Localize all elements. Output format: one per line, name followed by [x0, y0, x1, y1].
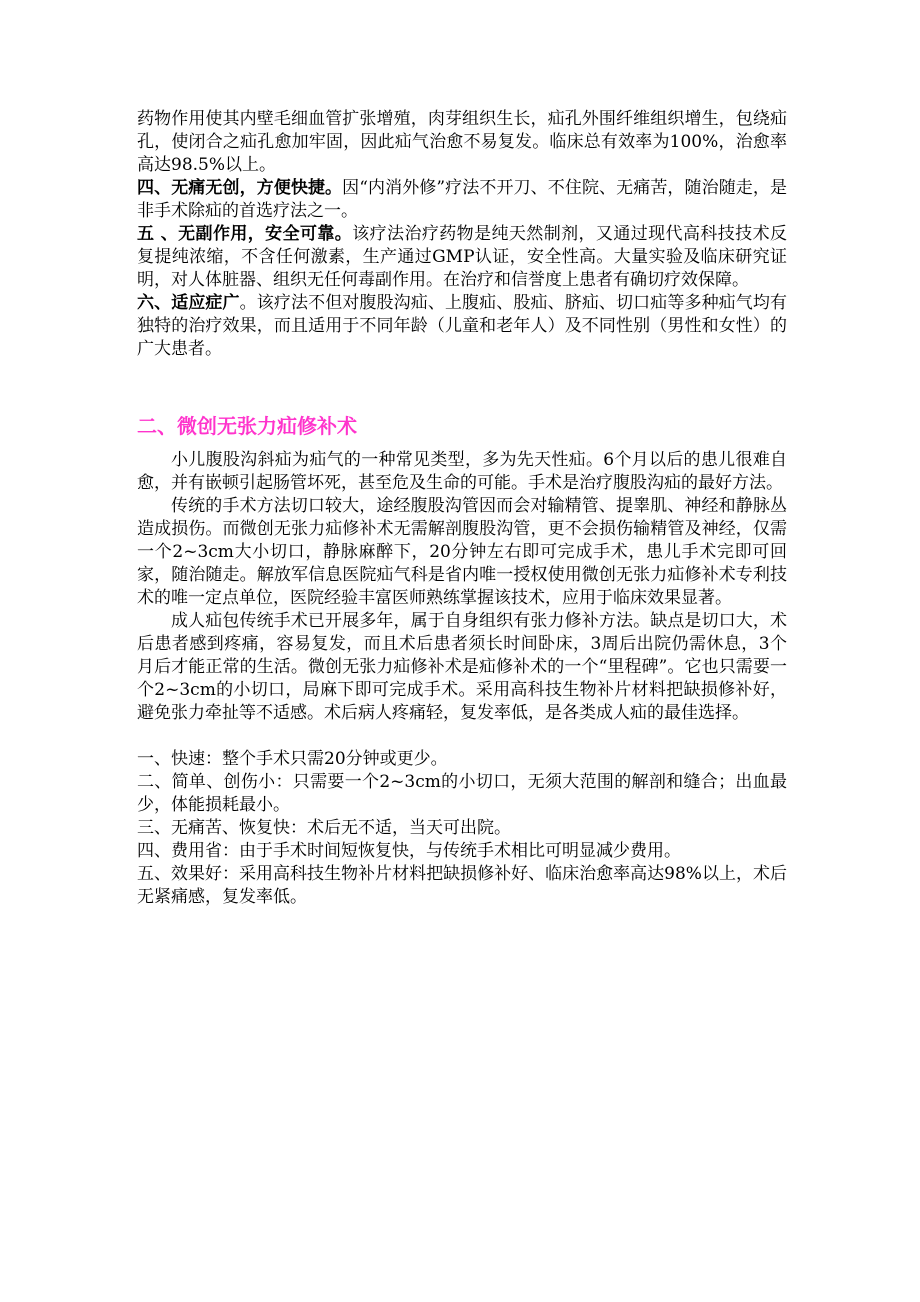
body-paragraph-3: 成人疝包传统手术已开展多年，属于自身组织有张力修补方法。缺点是切口大，术后患者感到疼痛，容易复发，而且术后患者须长时间卧床，3周后出院仍需休息，3个月后才能正常的生活。微创无张力疝修补术是疝修补术的一个“里程碑”。它也只需要一个2~3cm的小切口，局麻下即可完成手术。采用高科技生物补片材料把缺损修补好，避免张力牵扯等不适感。术后病人疼痛轻，复发率低，是各类成人疝的最佳选择。 — [137, 611, 787, 723]
continuation-paragraph: 药物作用使其内壁毛细血管扩张增殖，肉芽组织生长，疝孔外围纤维组织增生，包绕疝孔，使闭合之疝孔愈加牢固，因此疝气治愈不易复发。临床总有效率为100%，治愈率高达98.5%以上。 — [137, 109, 787, 175]
body-paragraph-2: 传统的手术方法切口较大，途经腹股沟管因而会对输精管、提睾肌、神经和静脉丛造成损伤。而微创无张力疝修补术无需解剖腹股沟管，更不会损伤输精管及神经，仅需一个2~3cm大小切口，静脉麻醉下，20分钟左右即可完成手术，患儿手术完即可回家，随治随走。解放军信息医院疝气科是省内唯一授权使用微创无张力疝修补术专利技术的唯一定点单位，医院经验丰富医师熟练掌握该技术，应用于临床效果显著。 — [137, 496, 787, 608]
feature-item-4: 四、费用省：由于手术时间短恢复快，与传统手术相比可明显减少费用。 — [137, 841, 681, 861]
point-6-title: 六、适应症广 — [137, 293, 240, 313]
feature-item-2: 二、简单、创伤小：只需要一个2~3cm的小切口，无须大范围的解剖和缝合；出血最少，体能损耗最小。 — [137, 772, 787, 815]
point-5-text: 该疗法治疗药物是纯天然制剂，又通过现代高科技技术反复提纯浓缩，不含任何激素，生产通过GMP认证，安全性高。大量实验及临床研究证明，对人体脏器、组织无任何毒副作用。在治疗和信誉度上患者有确切疗效保障。 — [137, 224, 787, 290]
feature-item-5: 五、效果好：采用高科技生物补片材料把缺损修补好、临床治愈率高达98%以上，术后无紧痛感，复发率低。 — [137, 864, 787, 907]
point-5 — [137, 223, 787, 292]
spacer — [137, 725, 787, 748]
feature-item-1: 一、快速：整个手术只需20分钟或更少。 — [137, 749, 448, 769]
document-page — [137, 108, 787, 909]
point-6-text: 。该疗法不但对腹股沟疝、上腹疝、股疝、脐疝、切口疝等多种疝气均有独特的治疗效果，而且适用于不同年龄（儿童和老年人）及不同性别（男性和女性）的广大患者。 — [137, 293, 788, 359]
body-paragraph-1: 小儿腹股沟斜疝为疝气的一种常见类型，多为先天性疝。6个月以后的患儿很难自愈，并有嵌顿引起肠管坏死，甚至危及生命的可能。手术是治疗腹股沟疝的最好方法。 — [137, 450, 787, 493]
point-4-text: 因“内消外修”疗法不开刀、不住院、无痛苦，随治随走，是非手术除疝的首选疗法之一。 — [137, 178, 787, 221]
feature-item-3: 三、无痛苦、恢复快：术后无不适，当天可出院。 — [137, 818, 511, 838]
point-5-title: 五 、无副作用，安全可靠。 — [137, 224, 353, 244]
point-6 — [137, 292, 787, 361]
point-4 — [137, 177, 787, 223]
point-4-title: 四、无痛无创，方便快捷。 — [137, 178, 343, 198]
section-heading: 二、微创无张力疝修补术 — [137, 414, 357, 438]
